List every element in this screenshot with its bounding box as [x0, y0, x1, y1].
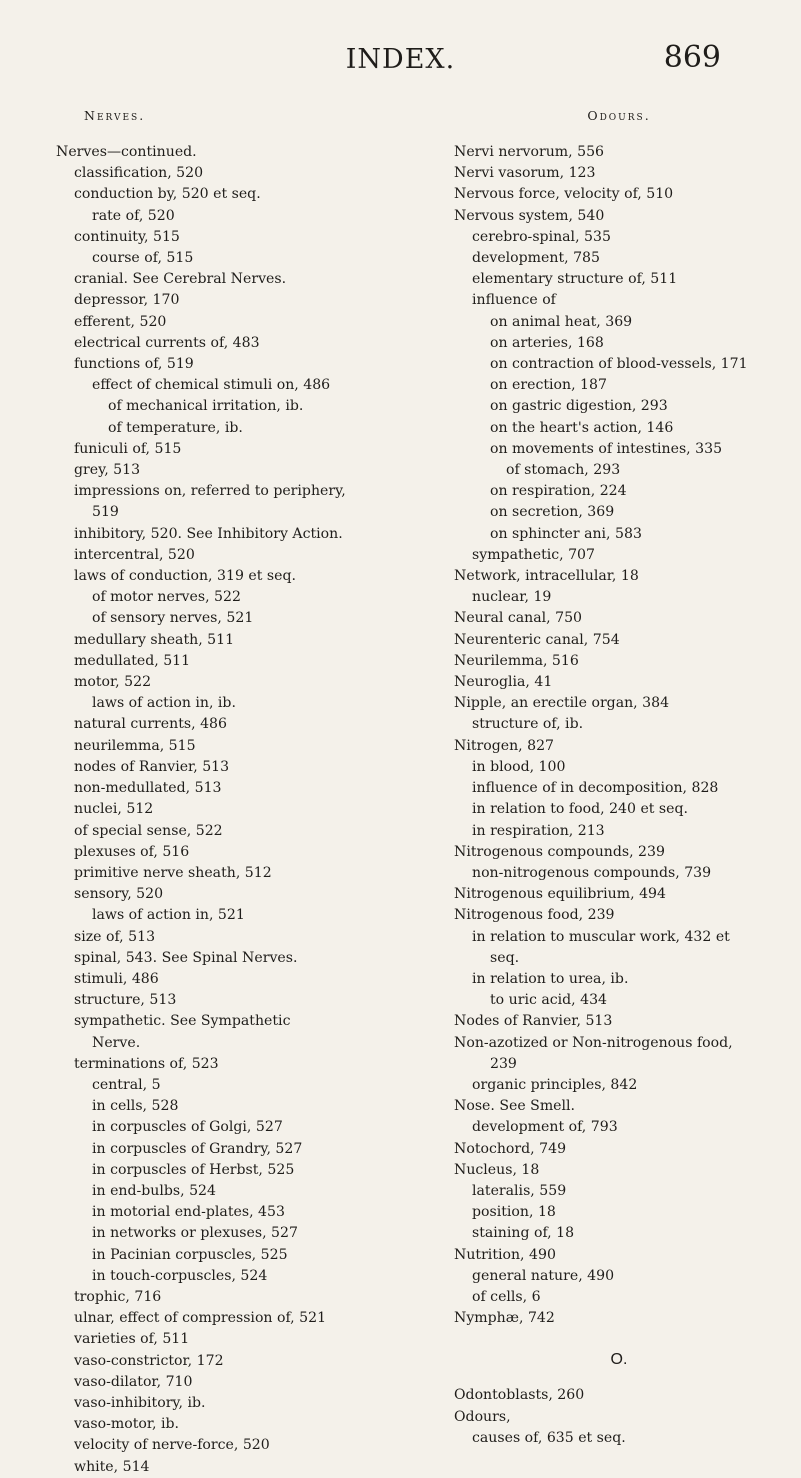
page-number: 869: [663, 40, 721, 75]
index-entry: neurilemma, 515: [74, 737, 196, 754]
index-entry: of cells, 6: [472, 1288, 541, 1305]
index-entry: central, 5: [92, 1076, 161, 1093]
index-entry: intercentral, 520: [74, 546, 195, 563]
index-entry: organic principles, 842: [472, 1076, 638, 1093]
index-entry: varieties of, 511: [74, 1331, 190, 1348]
index-entry: development of, 793: [472, 1119, 618, 1136]
index-entry: of temperature, ib.: [108, 419, 243, 436]
index-entry: Nipple, an erectile organ, 384: [454, 695, 670, 712]
index-entry: 239: [490, 1055, 517, 1072]
index-entry: on respiration, 224: [490, 483, 627, 500]
index-entry: course of, 515: [92, 250, 194, 267]
index-entry: of mechanical irritation, ib.: [108, 398, 304, 415]
index-entry: in relation to urea, ib.: [472, 970, 629, 987]
index-entry: Odours,: [454, 1408, 511, 1425]
index-entry: white, 514: [74, 1458, 150, 1475]
index-entry: on contraction of blood-vessels, 171: [490, 356, 748, 373]
index-entry: to uric acid, 434: [490, 992, 608, 1009]
left-column: [56, 108, 426, 1478]
index-entry: of sensory nerves, 521: [92, 610, 254, 627]
index-entry: Notochord, 749: [454, 1140, 567, 1157]
index-entry: lateralis, 559: [472, 1182, 567, 1199]
left-entry-list: [56, 142, 426, 1478]
index-entry: nodes of Ranvier, 513: [74, 758, 230, 775]
index-entry: in touch-corpuscles, 524: [92, 1267, 268, 1284]
index-entry: Nervous force, velocity of, 510: [454, 186, 674, 203]
index-entry: influence of in decomposition, 828: [472, 780, 719, 797]
right-running-head: Odours.: [587, 108, 651, 123]
index-entry: inhibitory, 520. See Inhibitory Action.: [74, 525, 343, 542]
index-entry: vaso-dilator, 710: [74, 1373, 193, 1390]
index-entry: staining of, 18: [472, 1225, 575, 1242]
index-entry: effect of chemical stimuli on, 486: [92, 377, 331, 394]
index-entry: vaso-inhibitory, ib.: [74, 1394, 206, 1411]
index-entry: functions of, 519: [74, 356, 194, 373]
index-entry: natural currents, 486: [74, 716, 227, 733]
index-entry: impressions on, referred to periphery,: [74, 483, 346, 500]
index-entry: Nitrogenous equilibrium, 494: [454, 886, 666, 903]
index-entry: plexuses of, 516: [74, 843, 190, 860]
index-entry: elementary structure of, 511: [472, 271, 678, 288]
index-entry: spinal, 543. See Spinal Nerves.: [74, 949, 298, 966]
index-entry: medullary sheath, 511: [74, 631, 235, 648]
index-entry: in Pacinian corpuscles, 525: [92, 1246, 288, 1263]
right-column: [454, 108, 784, 1449]
index-entry: depressor, 170: [74, 292, 180, 309]
index-entry: Network, intracellular, 18: [454, 568, 639, 585]
index-entry: electrical currents of, 483: [74, 334, 260, 351]
index-entry: sympathetic. See Sympathetic: [74, 1013, 291, 1030]
index-entry: in respiration, 213: [472, 822, 605, 839]
index-entry: Non-azotized or Non-nitrogenous food,: [454, 1034, 733, 1051]
index-entry: continuity, 515: [74, 228, 180, 245]
index-entry: in corpuscles of Grandry, 527: [92, 1140, 303, 1157]
index-entry: Nitrogenous compounds, 239: [454, 843, 665, 860]
index-entry: Neuroglia, 41: [454, 674, 553, 691]
page-title: INDEX.: [345, 44, 456, 75]
index-entry: 519: [92, 504, 119, 521]
section-letter-o: O.: [610, 1351, 628, 1369]
index-entry: sensory, 520: [74, 886, 164, 903]
index-entry: Nervi vasorum, 123: [454, 165, 596, 182]
right-entry-list: [454, 142, 784, 1329]
index-entry: Nervous system, 540: [454, 207, 605, 224]
index-entry: Neural canal, 750: [454, 610, 583, 627]
index-entry: Neurenteric canal, 754: [454, 631, 620, 648]
index-entry: stimuli, 486: [74, 970, 159, 987]
index-entry: on sphincter ani, 583: [490, 525, 642, 542]
index-entry: in relation to food, 240 et seq.: [472, 801, 689, 818]
index-entry: Nose. See Smell.: [454, 1098, 576, 1115]
index-entry: in motorial end-plates, 453: [92, 1204, 285, 1221]
index-entry: on arteries, 168: [490, 334, 604, 351]
index-entry: motor, 522: [74, 674, 152, 691]
index-entry: nuclear, 19: [472, 589, 552, 606]
right-entry-list-o: [454, 1385, 784, 1449]
index-entry: conduction by, 520 et seq.: [74, 186, 261, 203]
index-entry: trophic, 716: [74, 1288, 162, 1305]
index-entry: Nerves—continued.: [56, 144, 197, 160]
index-entry: influence of: [472, 292, 556, 309]
index-entry: in end-bulbs, 524: [92, 1182, 216, 1199]
index-entry: on erection, 187: [490, 377, 607, 394]
index-entry: velocity of nerve-force, 520: [74, 1437, 270, 1454]
index-entry: Nodes of Ranvier, 513: [454, 1013, 613, 1030]
index-entry: Nitrogenous food, 239: [454, 907, 615, 924]
index-entry: size of, 513: [74, 928, 156, 945]
index-entry: Nervi nervorum, 556: [454, 144, 605, 160]
index-entry: in corpuscles of Golgi, 527: [92, 1119, 283, 1136]
index-entry: nuclei, 512: [74, 801, 154, 818]
index-entry: laws of action in, 521: [92, 907, 245, 924]
index-entry: efferent, 520: [74, 313, 167, 330]
index-entry: in relation to muscular work, 432 et: [472, 928, 730, 945]
index-entry: on secretion, 369: [490, 504, 615, 521]
index-entry: structure, 513: [74, 992, 177, 1009]
index-entry: vaso-constrictor, 172: [74, 1352, 224, 1369]
index-entry: position, 18: [472, 1204, 556, 1221]
index-entry: of stomach, 293: [506, 462, 621, 479]
index-entry: primitive nerve sheath, 512: [74, 864, 272, 881]
index-entry: terminations of, 523: [74, 1055, 219, 1072]
index-entry: seq.: [490, 949, 520, 966]
index-entry: Nerve.: [92, 1034, 141, 1051]
index-entry: funiculi of, 515: [74, 440, 182, 457]
index-entry: on animal heat, 369: [490, 313, 633, 330]
index-entry: sympathetic, 707: [472, 546, 595, 563]
index-entry: on gastric digestion, 293: [490, 398, 668, 415]
index-entry: general nature, 490: [472, 1267, 615, 1284]
index-entry: Nucleus, 18: [454, 1161, 540, 1178]
index-entry: of special sense, 522: [74, 822, 223, 839]
index-entry: on movements of intestines, 335: [490, 440, 723, 457]
index-entry: Nymphæ, 742: [454, 1310, 555, 1327]
index-entry: vaso-motor, ib.: [74, 1416, 180, 1433]
left-running-head: Nerves.: [84, 108, 146, 123]
index-entry: rate of, 520: [92, 207, 175, 224]
index-entry: laws of conduction, 319 et seq.: [74, 568, 296, 585]
index-entry: structure of, ib.: [472, 716, 584, 733]
index-entry: Nitrogen, 827: [454, 737, 555, 754]
index-entry: non-nitrogenous compounds, 739: [472, 864, 712, 881]
index-entry: cranial. See Cerebral Nerves.: [74, 271, 287, 288]
index-entry: Nutrition, 490: [454, 1246, 556, 1263]
index-entry: classification, 520: [74, 165, 204, 182]
index-entry: cerebro-spinal, 535: [472, 228, 611, 245]
page-header: [0, 0, 801, 90]
index-entry: Odontoblasts, 260: [454, 1387, 585, 1404]
index-entry: of motor nerves, 522: [92, 589, 241, 606]
index-entry: in networks or plexuses, 527: [92, 1225, 298, 1242]
index-entry: on the heart's action, 146: [490, 419, 674, 436]
index-entry: development, 785: [472, 250, 600, 267]
index-entry: non-medullated, 513: [74, 780, 222, 797]
index-entry: causes of, 635 et seq.: [472, 1429, 626, 1446]
index-entry: grey, 513: [74, 462, 141, 479]
index-entry: medullated, 511: [74, 652, 191, 669]
index-entry: in cells, 528: [92, 1098, 179, 1115]
index-entry: ulnar, effect of compression of, 521: [74, 1310, 327, 1327]
index-entry: in corpuscles of Herbst, 525: [92, 1161, 295, 1178]
index-entry: in blood, 100: [472, 758, 566, 775]
index-entry: laws of action in, ib.: [92, 695, 236, 712]
index-entry: Neurilemma, 516: [454, 652, 579, 669]
